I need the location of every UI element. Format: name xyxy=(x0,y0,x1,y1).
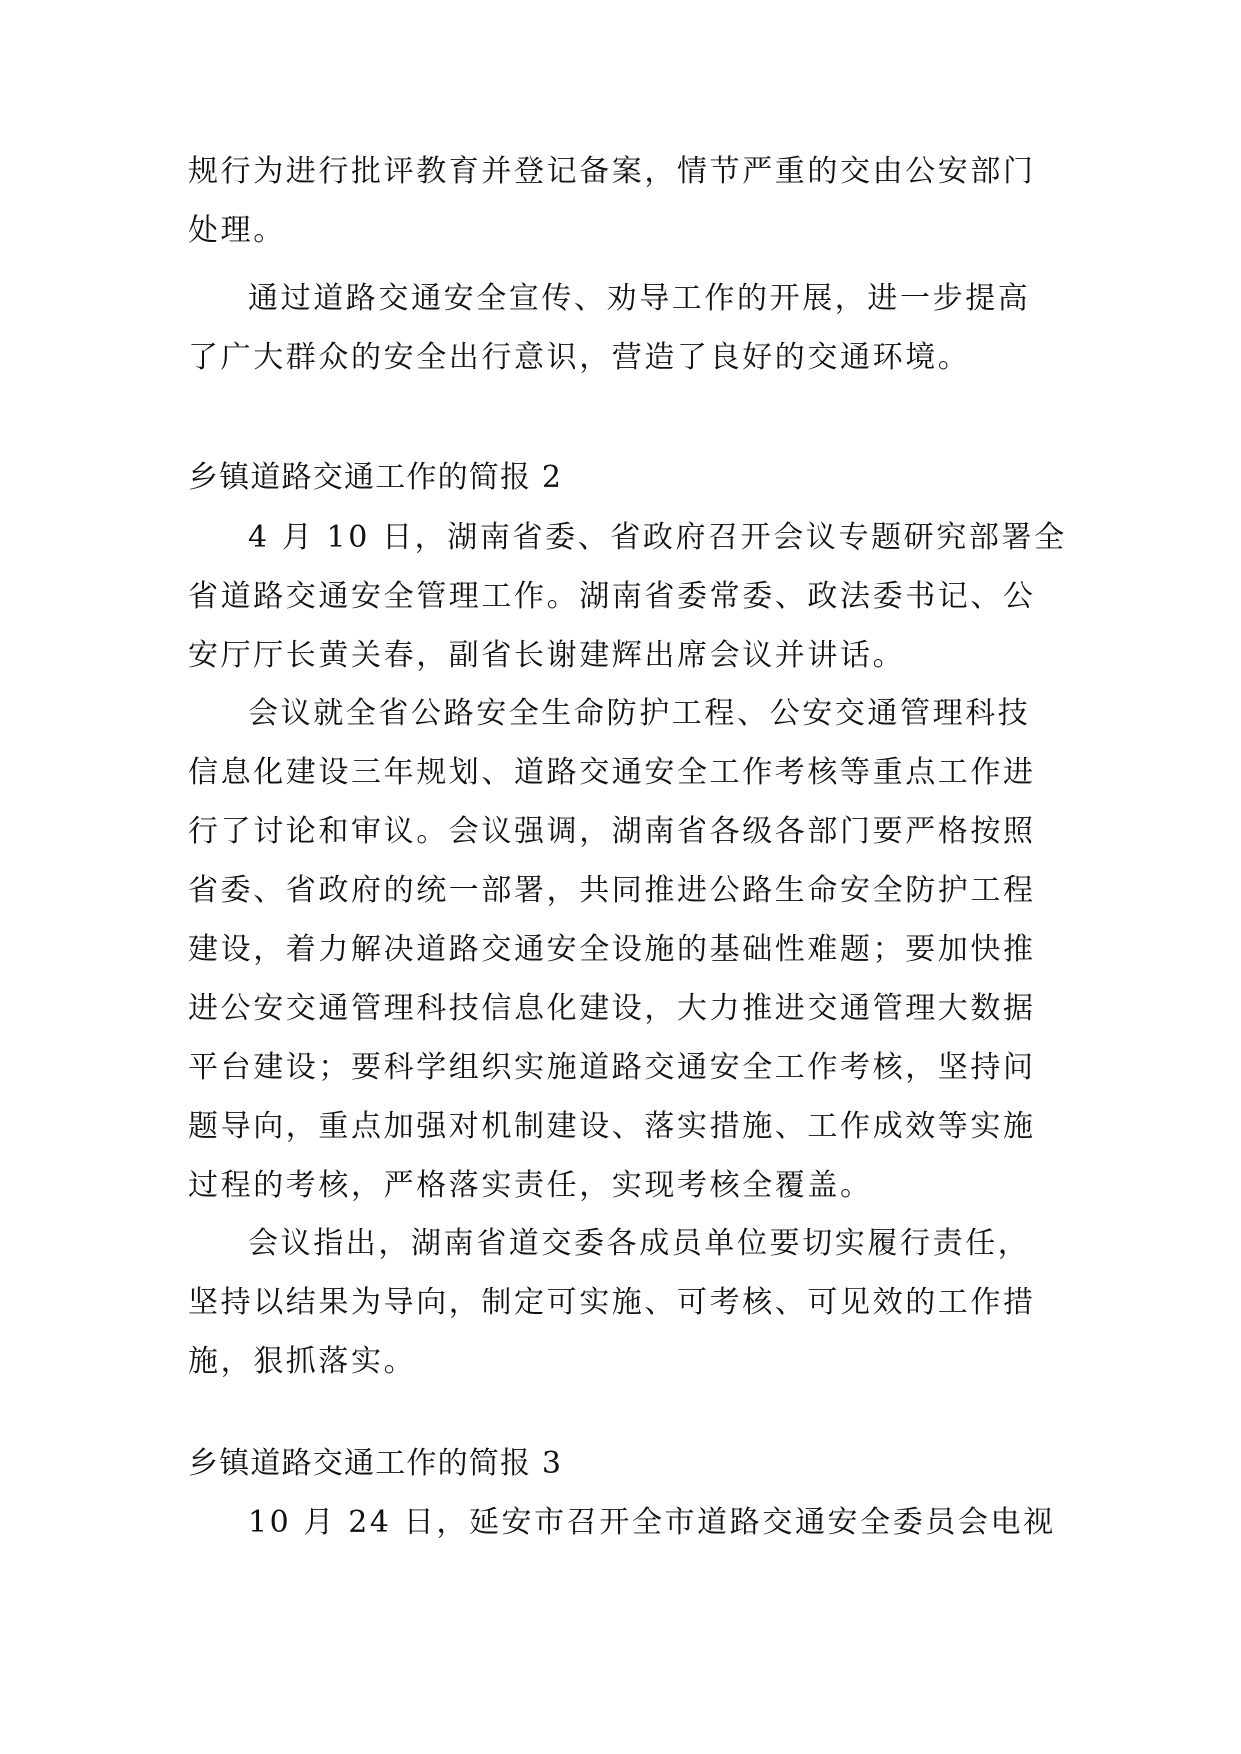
paragraph-continuation xyxy=(188,142,1058,260)
paragraph-meeting-conclusion xyxy=(188,1214,1058,1391)
heading-text: 乡镇道路交通工作的简报 2 xyxy=(188,460,563,495)
section-heading-2 xyxy=(188,448,1058,507)
text-line: 进公安交通管理科技信息化建设，大力推进交通管理大数据 xyxy=(188,991,1036,1026)
section-heading-3 xyxy=(188,1434,1058,1493)
text-line: 省道路交通安全管理工作。湖南省委常委、政法委书记、公 xyxy=(188,579,1036,614)
text-line: 平台建设；要科学组织实施道路交通安全工作考核，坚持问 xyxy=(188,1050,1036,1085)
text-line: 通过道路交通安全宣传、劝导工作的开展，进一步提高 xyxy=(248,281,1031,316)
heading-text: 乡镇道路交通工作的简报 3 xyxy=(188,1446,563,1481)
paragraph-meeting-intro xyxy=(188,508,1067,685)
text-line: 信息化建设三年规划、道路交通安全工作考核等重点工作进 xyxy=(188,755,1036,790)
text-line: 坚持以结果为导向，制定可实施、可考核、可见效的工作措 xyxy=(188,1285,1036,1320)
text-line: 题导向，重点加强对机制建设、落实措施、工作成效等实施 xyxy=(188,1109,1036,1144)
text-line: 省委、省政府的统一部署，共同推进公路生命安全防护工程 xyxy=(188,873,1036,908)
text-line: 会议指出，湖南省道交委各成员单位要切实履行责任， xyxy=(248,1226,1031,1261)
text-line: 4 月 10 日，湖南省委、省政府召开会议专题研究部署全 xyxy=(248,520,1067,555)
text-line: 会议就全省公路安全生命防护工程、公安交通管理科技 xyxy=(248,696,1031,731)
text-line: 了广大群众的安全出行意识，营造了良好的交通环境。 xyxy=(188,340,971,375)
text-line: 建设，着力解决道路交通安全设施的基础性难题；要加快推 xyxy=(188,932,1036,967)
paragraph-summary xyxy=(188,269,1058,387)
text-line: 安厅厅长黄关春，副省长谢建辉出席会议并讲话。 xyxy=(188,638,906,673)
text-line: 过程的考核，严格落实责任，实现考核全覆盖。 xyxy=(188,1168,873,1203)
text-line: 10 月 24 日，延安市召开全市道路交通安全委员会电视 xyxy=(248,1505,1056,1540)
paragraph-yanan-meeting xyxy=(188,1493,1058,1552)
text-line: 行了讨论和审议。会议强调，湖南省各级各部门要严格按照 xyxy=(188,814,1036,849)
text-line: 施，狠抓落实。 xyxy=(188,1344,417,1379)
text-line: 规行为进行批评教育并登记备案，情节严重的交由公安部门 xyxy=(188,154,1036,189)
paragraph-meeting-discussion xyxy=(188,684,1058,1215)
text-line: 处理。 xyxy=(188,213,286,248)
